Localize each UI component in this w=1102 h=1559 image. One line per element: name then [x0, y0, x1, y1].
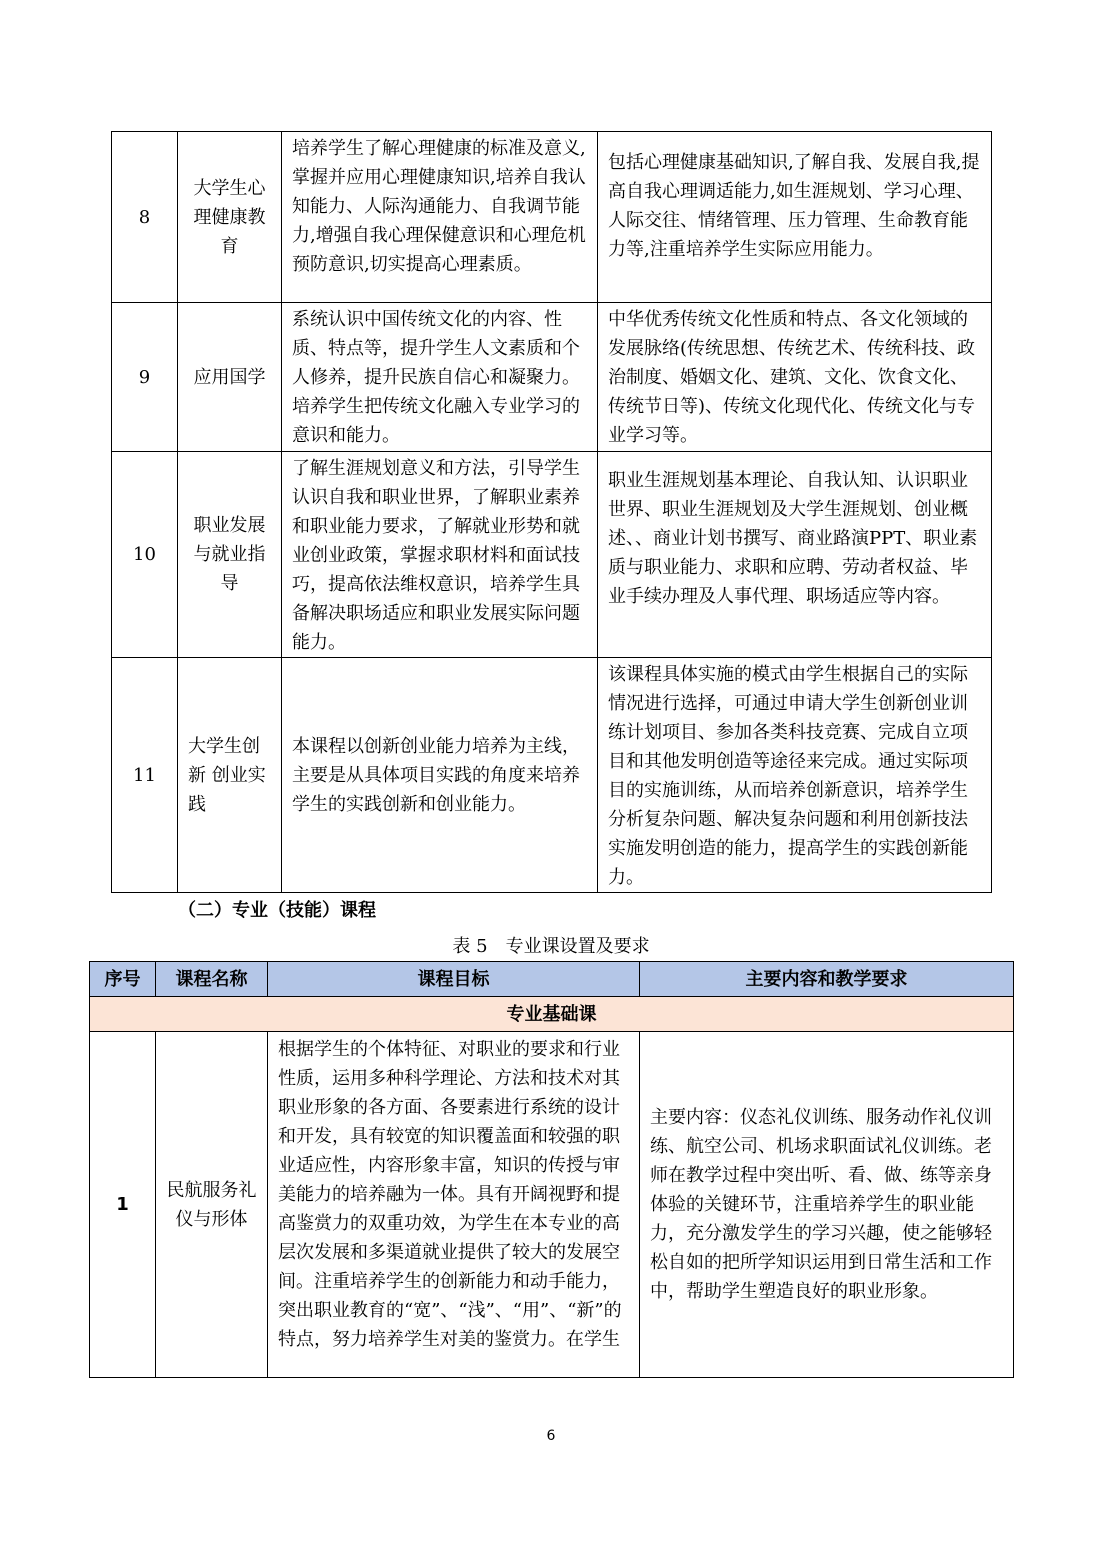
course-content: 中华优秀传统文化性质和特点、各文化领域的发展脉络(传统思想、传统艺术、传统科技、政治制度、婚姻文化、建筑、文化、饮食文化、传统节日等)、传统文化现代化、传统文化与专业学习等。 [598, 303, 992, 452]
table-row [112, 452, 992, 658]
course-goal: 本课程以创新创业能力培养为主线，主要是从具体项目实践的角度来培养学生的实践创新和创业能力。 [282, 658, 598, 893]
table-row [112, 658, 992, 893]
course-goal: 根据学生的个体特征、对职业的要求和行业性质，运用多种科学理论、方法和技术对其职业形象的各方面、各要素进行系统的设计和开发，具有较宽的知识覆盖面和较强的职业适应性，内容形象丰富，知识的传授与审美能力的培养融为一体。具有开阔视野和提高鉴赏力的双重功效，为学生在本专业的高层次发展和多渠道就业提供了较大的发展空间。注重培养学生的创新能力和动手能力，突出职业教育的“宽”、“浅”、“用”、“新”的特点，努力培养学生对美的鉴赏力。在学生 [268, 1032, 640, 1378]
course-number: 1 [90, 1032, 156, 1378]
table-caption: 表 5 专业课设置及要求 [452, 936, 650, 957]
course-number: 9 [112, 303, 178, 452]
section-title: （二）专业（技能）课程 [178, 900, 376, 921]
general-courses-table [111, 131, 992, 893]
course-content: 职业生涯规划基本理论、自我认知、认识职业世界、职业生涯规划及大学生涯规划、创业概述、、商业计划书撰写、商业路演PPT、职业素质与职业能力、求职和应聘、劳动者权益、毕业手续办理及人事代理、职场适应等内容。 [598, 452, 992, 658]
page-number: 6 [546, 1428, 556, 1444]
table-row [112, 132, 992, 303]
course-name: 大学生创新 创业实践 [178, 658, 282, 893]
course-name: 职业发展与就业指导 [178, 452, 282, 658]
course-number: 8 [112, 132, 178, 303]
column-header-content: 主要内容和教学要求 [640, 962, 1014, 997]
professional-courses-table [89, 961, 1014, 1378]
column-header-number: 序号 [90, 962, 156, 997]
table-header-row [90, 962, 1014, 997]
course-name: 应用国学 [178, 303, 282, 452]
category-label: 专业基础课 [90, 997, 1014, 1032]
column-header-goal: 课程目标 [268, 962, 640, 997]
category-row [90, 997, 1014, 1032]
course-content: 包括心理健康基础知识,了解自我、发展自我,提高自我心理调适能力,如生涯规划、学习心理、人际交往、情绪管理、压力管理、生命教育能力等,注重培养学生实际应用能力。 [598, 132, 992, 303]
course-goal: 系统认识中国传统文化的内容、性质、特点等，提升学生人文素质和个人修养，提升民族自信心和凝聚力。培养学生把传统文化融入专业学习的意识和能力。 [282, 303, 598, 452]
course-content: 该课程具体实施的模式由学生根据自己的实际情况进行选择，可通过申请大学生创新创业训练计划项目、参加各类科技竞赛、完成自立项目和其他发明创造等途径来完成。通过实际项目的实施训练，从而培养创新意识，培养学生分析复杂问题、解决复杂问题和利用创新技法实施发明创造的能力，提高学生的实践创新能力。 [598, 658, 992, 893]
course-name: 民航服务礼仪与形体 [156, 1032, 268, 1378]
column-header-name: 课程名称 [156, 962, 268, 997]
course-name: 大学生心理健康教育 [178, 132, 282, 303]
table-row [90, 1032, 1014, 1378]
course-content: 主要内容：仪态礼仪训练、服务动作礼仪训练、航空公司、机场求职面试礼仪训练。老师在教学过程中突出听、看、做、练等亲身体验的关键环节，注重培养学生的职业能力，充分激发学生的学习兴趣，使之能够轻松自如的把所学知识运用到日常生活和工作中，帮助学生塑造良好的职业形象。 [640, 1032, 1014, 1378]
course-goal: 培养学生了解心理健康的标准及意义,掌握并应用心理健康知识,培养自我认知能力、人际沟通能力、自我调节能力,增强自我心理保健意识和心理危机预防意识,切实提高心理素质。 [282, 132, 598, 303]
course-goal: 了解生涯规划意义和方法，引导学生认识自我和职业世界，了解职业素养和职业能力要求，了解就业形势和就业创业政策，掌握求职材料和面试技巧，提高依法维权意识，培养学生具备解决职场适应和职业发展实际问题能力。 [282, 452, 598, 658]
course-number: 11 [112, 658, 178, 893]
course-number: 10 [112, 452, 178, 658]
table-row [112, 303, 992, 452]
